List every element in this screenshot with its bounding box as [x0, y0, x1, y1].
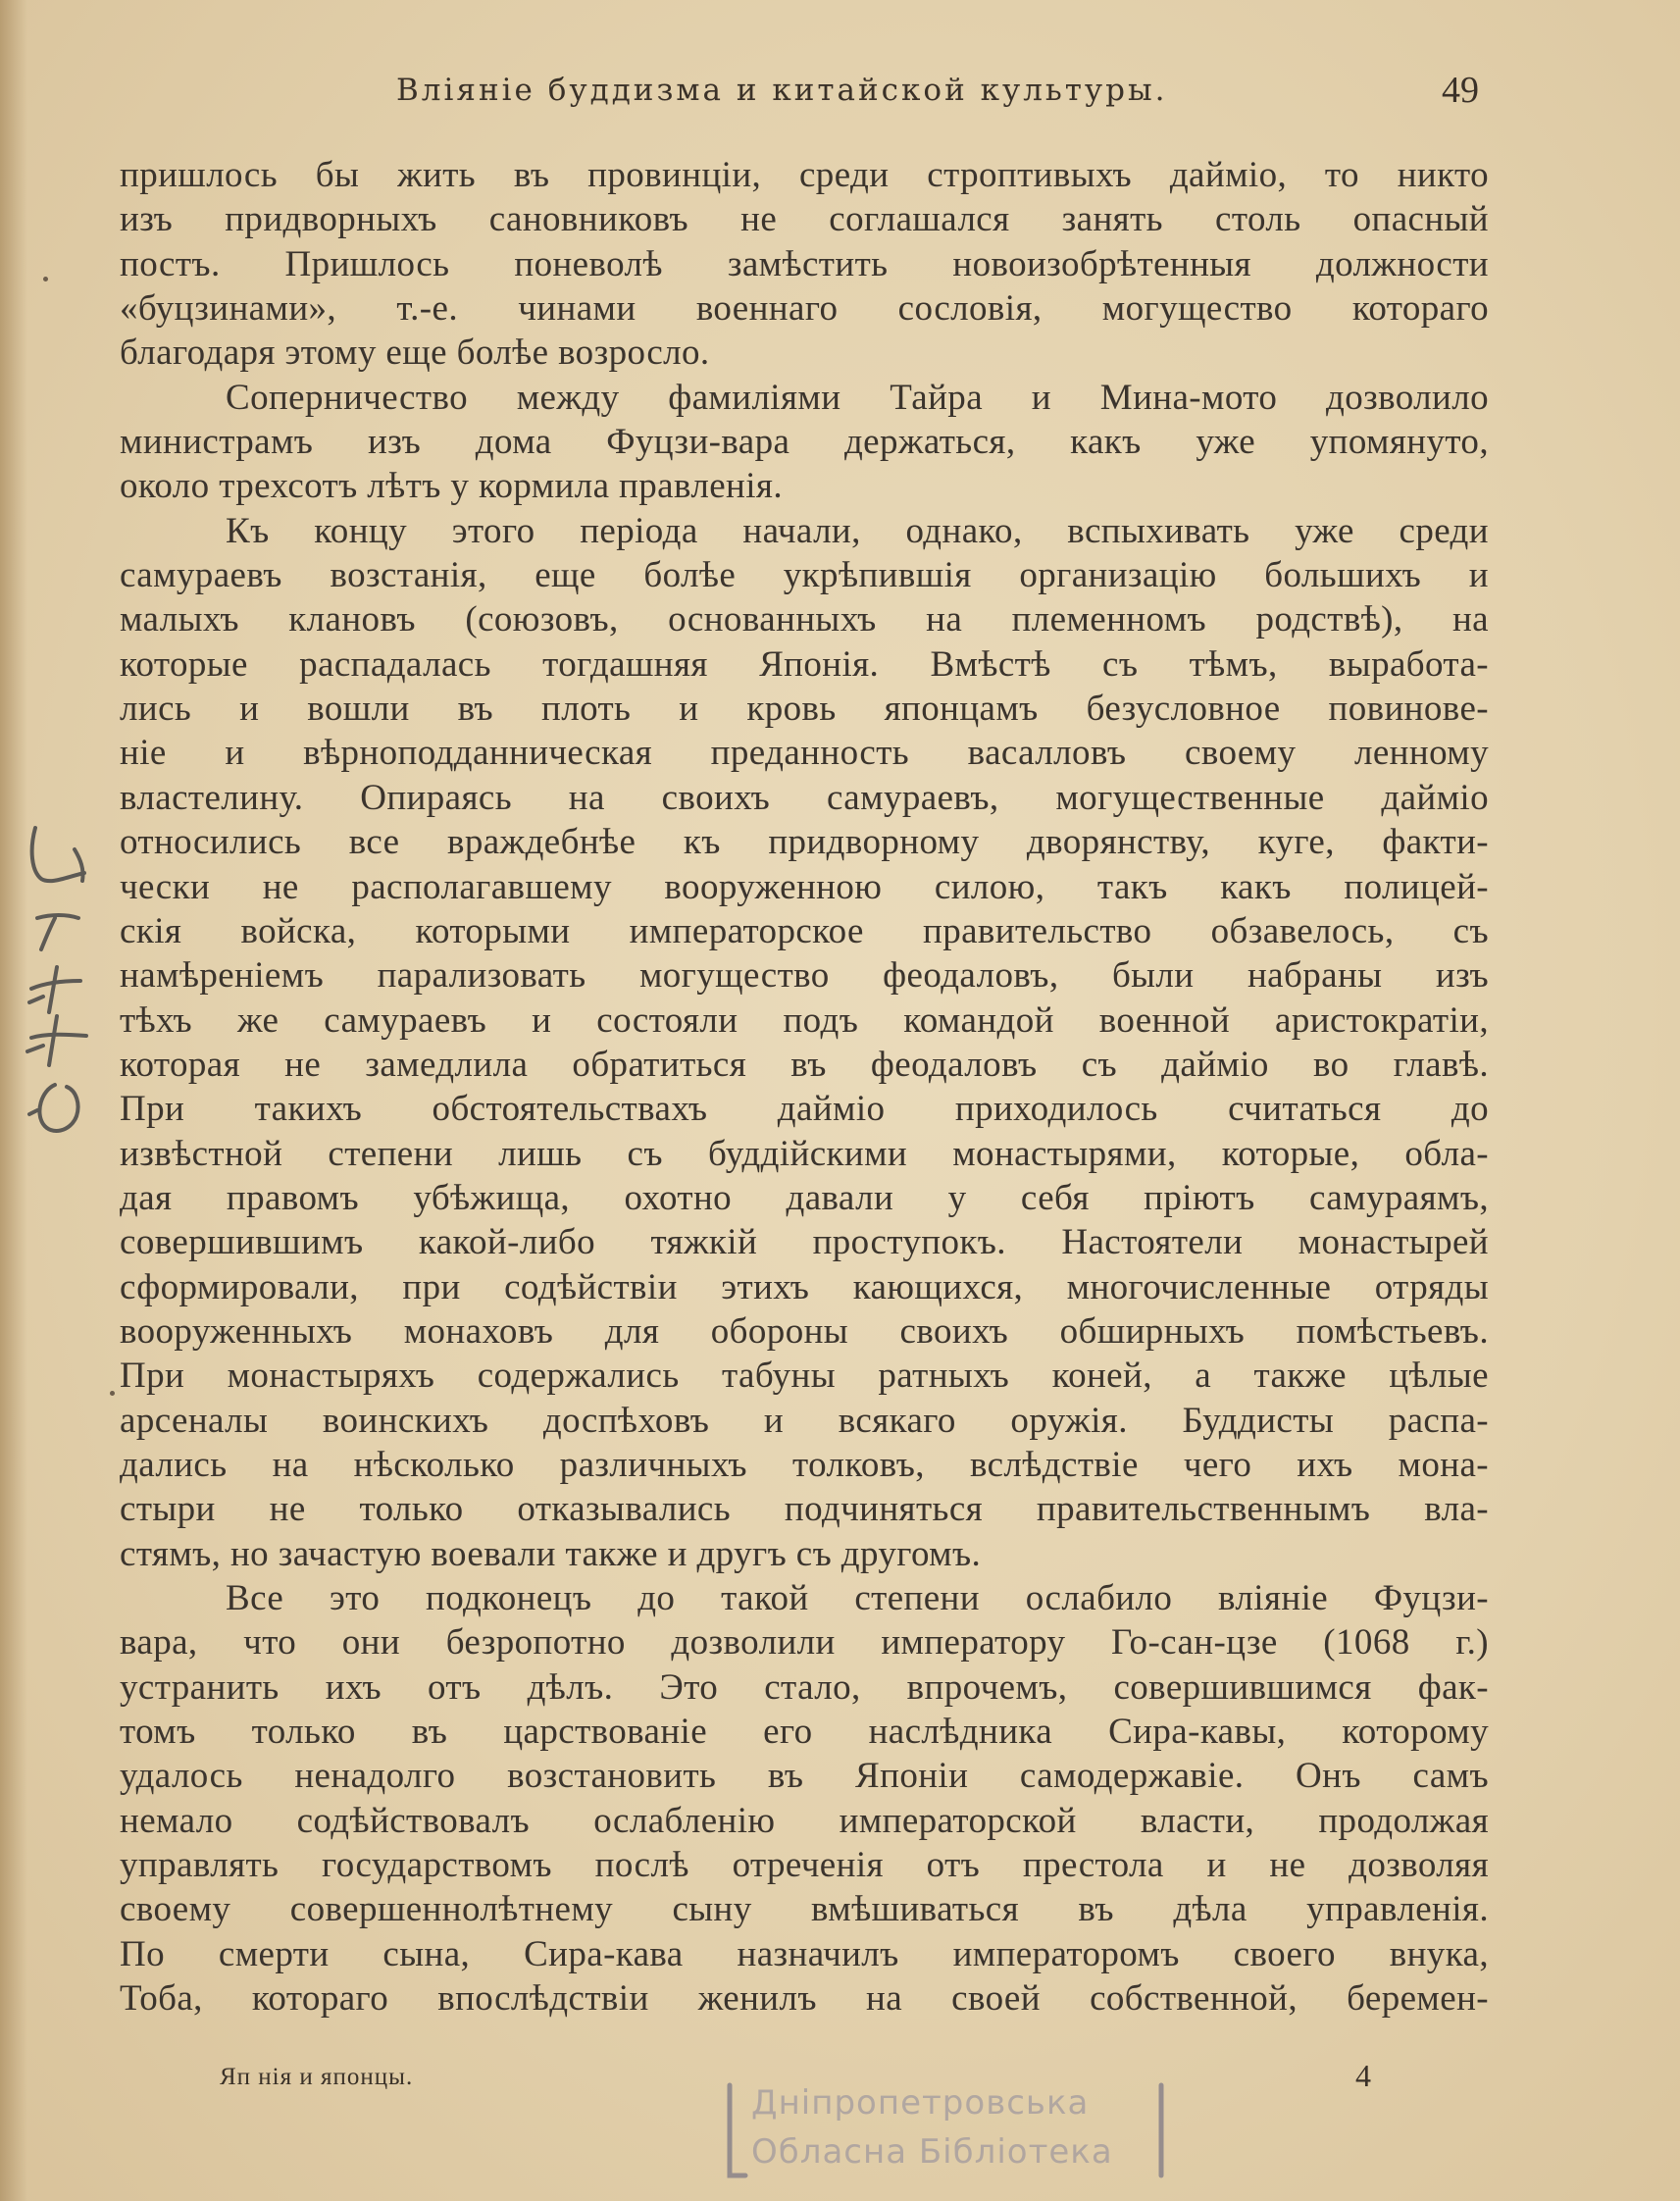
text-line: томъ только въ царствованіе его наслѣдника Сира-кавы, которому	[120, 1712, 1489, 1753]
library-stamp	[716, 2077, 1177, 2185]
text-line: стямъ, но зачастую воевали также и другъ съ другомъ.	[120, 1533, 982, 1574]
stamp-line-2: Обласна Бібліотека	[751, 2132, 1113, 2172]
text-line: дая правомъ убѣжища, охотно давали у себя пріютъ самураямъ,	[120, 1177, 1489, 1218]
text-line: вара, что они безропотно дозволили императору Го-сан-цзе (1068 г.)	[120, 1622, 1489, 1664]
page-number: 49	[1442, 70, 1479, 111]
text-line: изъ придворныхъ сановниковъ не соглашался занять столь опасный	[120, 199, 1489, 240]
margin-dot	[43, 277, 48, 282]
text-line: намѣреніемъ парализовать могущество феодаловъ, были набраны изъ	[120, 955, 1489, 997]
text-line: «буцзинами», т.-е. чинами военнаго сословія, могущество котораго	[120, 288, 1489, 330]
text-line: извѣстной степени лишь съ буддійскими монастырями, которые, обла-	[120, 1133, 1489, 1174]
text-line: устранить ихъ отъ дѣлъ. Это стало, впрочемъ, совершившимся фак-	[120, 1666, 1489, 1708]
text-line: Къ концу этого періода начали, однако, вспыхивать уже среди	[226, 510, 1489, 551]
text-line: лись и вошли въ плоть и кровь японцамъ безусловное повинове-	[120, 689, 1489, 730]
running-title: Вліяніе буддизма и китайской культуры.	[396, 73, 1168, 108]
text-line: арсеналы воинскихъ доспѣховъ и всякаго оружія. Буддисты распа-	[120, 1400, 1489, 1441]
text-line: которые распадалась тогдашняя Японія. Вмѣстѣ съ тѣмъ, выработа-	[120, 643, 1489, 685]
body-text	[120, 153, 1489, 2021]
text-line: скія войска, которыми императорское правительство обзавелось, съ	[120, 910, 1489, 951]
text-line: При монастыряхъ содержались табуны ратныхъ коней, а также цѣлые	[120, 1356, 1489, 1397]
text-line: тѣхъ же самураевъ и состояли подъ командой военной аристократіи,	[120, 999, 1489, 1041]
text-line: ніе и вѣрноподданническая преданность васалловъ своему ленному	[120, 733, 1489, 774]
text-line: благодаря этому еще болѣе возросло.	[120, 333, 710, 374]
text-line: Соперничество между фамиліями Тайра и Мина-мото дозволило	[226, 377, 1489, 418]
text-line: Тоба, котораго впослѣдствіи женилъ на своей собственной, беремен-	[120, 1978, 1489, 2020]
text-line: чески не располагавшему вооруженною силою, такъ какъ полицей-	[120, 866, 1489, 907]
text-line: немало содѣйствовалъ ослабленію императорской власти, продолжая	[120, 1800, 1489, 1841]
text-line: около трехсотъ лѣтъ у кормила правленія.	[120, 466, 783, 507]
text-line: По смерти сына, Сира-кава назначилъ императоромъ своего внука,	[120, 1933, 1489, 1974]
text-line: Все это подконецъ до такой степени ослабило вліяніе Фуцзи-	[226, 1578, 1489, 1618]
text-line: которая не замедлила обратиться въ феодаловъ съ дайміо во главѣ.	[120, 1044, 1489, 1085]
text-line: вооруженныхъ монаховъ для обороны своихъ обширныхъ помѣстьевъ.	[120, 1310, 1489, 1352]
margin-dot	[110, 1391, 115, 1396]
text-line: постъ. Пришлось поневолѣ замѣстить новоизобрѣтенныя должности	[120, 243, 1489, 284]
text-line: стыри не только отказывались подчиняться правительственнымъ вла-	[120, 1489, 1489, 1530]
signature-mark: Яп нія и японцы.	[220, 2064, 414, 2090]
text-line: малыхъ клановъ (союзовъ, основанныхъ на племенномъ родствѣ), на	[120, 599, 1489, 640]
text-line: своему совершеннолѣтнему сыну вмѣшиваться въ дѣла управленія.	[120, 1889, 1489, 1930]
signature-number: 4	[1355, 2058, 1371, 2093]
text-line: властелину. Опираясь на своихъ самураевъ, могущественные дайміо	[120, 777, 1489, 818]
text-line: самураевъ возстанія, еще болѣе укрѣпившія организацію большихъ и	[120, 555, 1489, 596]
text-line: дались на нѣсколько различныхъ толковъ, вслѣдствіе чего ихъ мона-	[120, 1444, 1489, 1485]
stamp-line-1: Дніпропетровська	[751, 2083, 1090, 2123]
text-line: относились все враждебнѣе къ придворному дворянству, куге, факти-	[120, 822, 1489, 863]
text-line: управлять государствомъ послѣ отреченія отъ престола и не дозволяя	[120, 1845, 1489, 1886]
text-line: совершившимъ какой-либо тяжкій проступокъ. Настоятели монастырей	[120, 1222, 1489, 1263]
text-line: При такихъ обстоятельствахъ дайміо приходилось считаться до	[120, 1089, 1489, 1130]
text-line: удалось ненадолго возстановить въ Японіи самодержавіе. Онъ самъ	[120, 1756, 1489, 1797]
text-line: сформировали, при содѣйствіи этихъ кающихся, многочисленные отряды	[120, 1266, 1489, 1307]
pencil-shelfmark-icon	[16, 820, 104, 1144]
text-line: министрамъ изъ дома Фуцзи-вара держаться, какъ уже упомянуто,	[120, 422, 1489, 463]
text-line: пришлось бы жить въ провинціи, среди строптивыхъ дайміо, то никто	[120, 155, 1489, 195]
